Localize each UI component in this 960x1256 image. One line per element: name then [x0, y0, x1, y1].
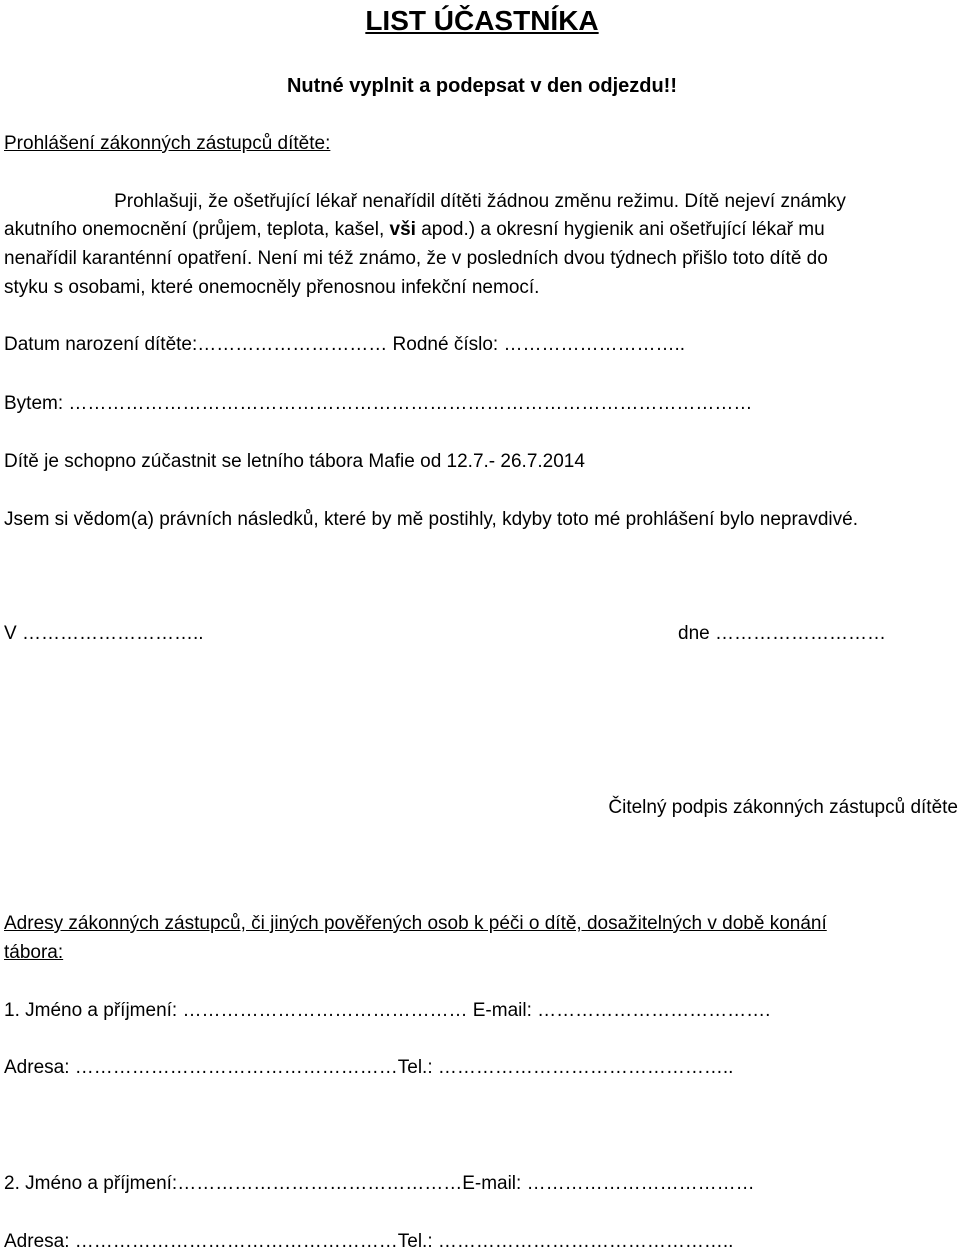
page-title: LIST ÚČASTNÍKA	[365, 5, 599, 36]
awareness-statement: Jsem si vědom(a) právních následků, které by mě postihly, kdyby toto mé prohlášení bylo nepravdivé.	[4, 509, 858, 530]
contacts-heading-line-1: Adresy zákonných zástupců, či jiných pověřených osob k péči o dítě, dosažitelných v době konání	[4, 913, 827, 934]
contact-1-name-email-field[interactable]: 1. Jméno a příjmení: ……………………………………… E-mail: ……………………………….	[4, 1000, 771, 1021]
paragraph-line-3: nenařídil karanténní opatření. Není mi též známo, že v posledních dvou týdnech přišlo toto dítě do	[4, 248, 828, 269]
place-field[interactable]: V ………………………..	[4, 623, 204, 644]
paragraph-line-2-end: apod.) a okresní hygienik ani ošetřující lékař mu	[415, 219, 825, 240]
page-subtitle: Nutné vyplnit a podepsat v den odjezdu!!	[286, 75, 678, 97]
contact-2-address-phone-field[interactable]: Adresa: ……………………………………………Tel.: ………………………………………..	[4, 1231, 734, 1252]
paragraph-line-4: styku s osobami, které onemocněly přenosnou infekční nemocí.	[4, 277, 540, 298]
declaration-heading: Prohlášení zákonných zástupců dítěte:	[4, 133, 331, 154]
paragraph-lice-emphasis: vši	[389, 219, 416, 240]
contacts-heading-line-2: tábora:	[4, 942, 64, 963]
residence-field[interactable]: Bytem: ………………………………………………………………………………………………	[4, 393, 753, 414]
participation-statement: Dítě je schopno zúčastnit se letního tábora Mafie od 12.7.- 26.7.2014	[4, 451, 585, 472]
signature-label: Čitelný podpis zákonných zástupců dítěte	[608, 797, 958, 818]
paragraph-line-1: Prohlašuji, že ošetřující lékař nenařídil dítěti žádnou změnu režimu. Dítě nejeví známky	[114, 191, 846, 212]
contact-1-address-phone-field[interactable]: Adresa: ……………………………………………Tel.: ………………………………………..	[4, 1057, 734, 1078]
paragraph-line-2	[4, 216, 825, 244]
date-field[interactable]: dne ………………………	[678, 623, 886, 644]
birth-date-field[interactable]: Datum narození dítěte:………………………… Rodné číslo: ………………………..	[4, 334, 686, 355]
paragraph-line-2-start: akutního onemocnění (průjem, teplota, kašel,	[4, 219, 390, 240]
contact-2-name-email-field[interactable]: 2. Jméno a příjmení:………………………………………E-mail: ………………………………	[4, 1173, 755, 1194]
